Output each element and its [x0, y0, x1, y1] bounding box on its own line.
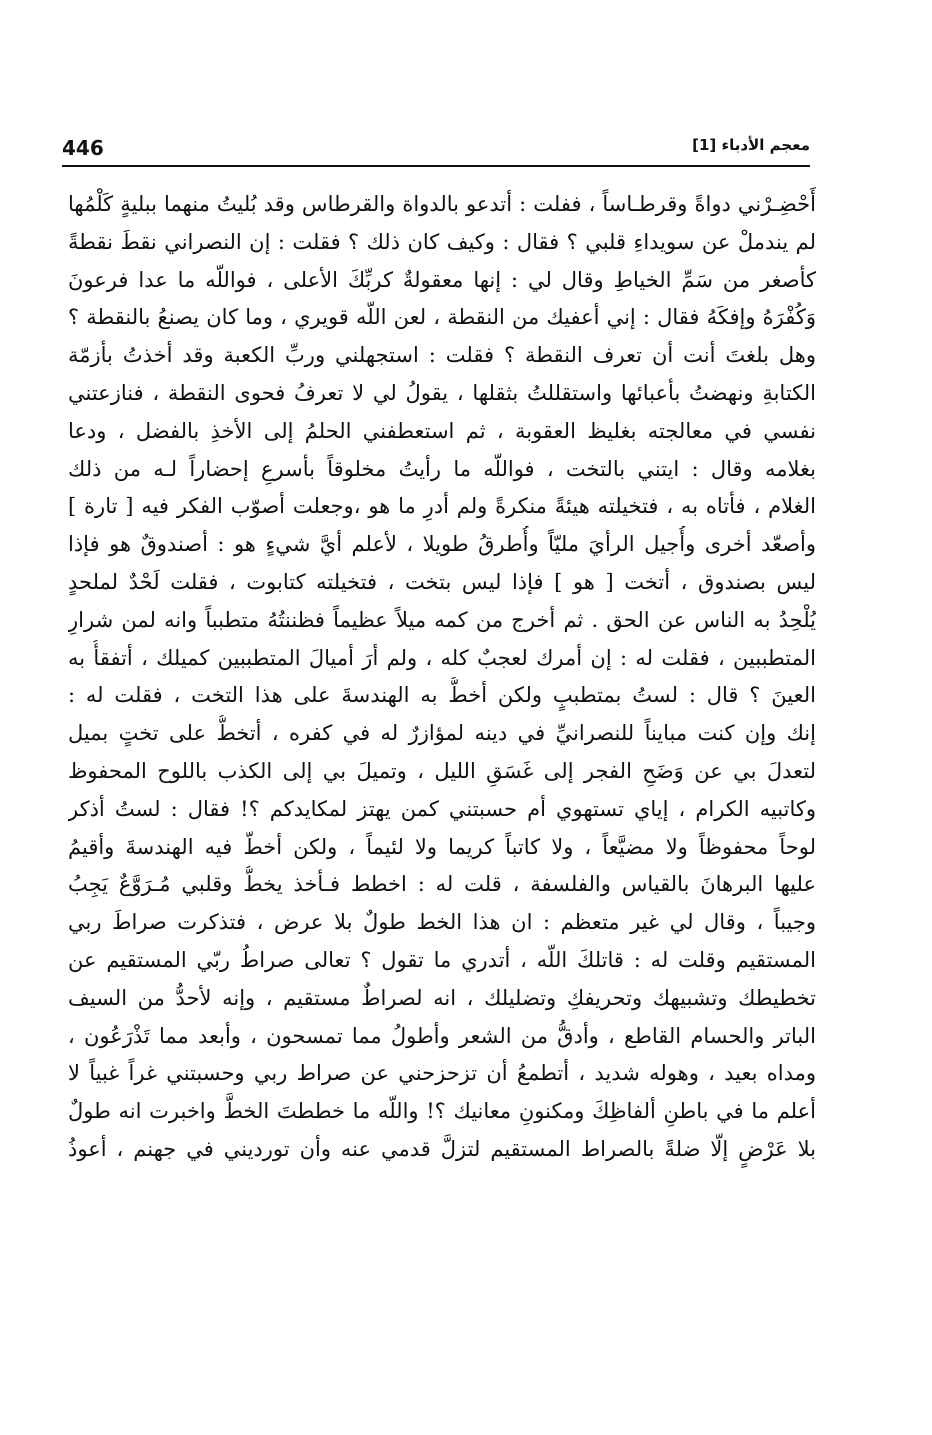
text-line: وكاتبيه الكرام ، إياي تستهوي أم حسبتني كمن يهتز لمكايدكم ؟! فقال : لستُ أذكر [68, 796, 816, 821]
text-line: وأصعّد أخرى وأُجيل الرأيَ مليّاً وأُطرقُ طويلا ، لأعلم أيَّ شيءٍ هو : أصندوقٌ هو فإذا [68, 532, 816, 557]
text-line: ليس بصندوق ، أتخت [ هو ] فإذا ليس بتخت ، فتخيلته كتابوت ، فقلت لَحْدٌ لملحدٍ [68, 569, 816, 594]
text-line: لم يندملْ عن سويداءِ قلبي ؟ فقال : وكيف كان ذلك ؟ فقلت : إن النصراني نقطَ نقطةً [68, 229, 816, 254]
text-line: المتطببين ، فقلت له : إن أمرك لعجبٌ كله ، ولم أرَ أميالَ المتطببين كميلك ، أتفقأُ به [68, 645, 816, 670]
text-line: لتعدلَ بي عن وَضَحِ الفجر إلى غَسَقِ الليل ، وتميلَ بي إلى الكذب باللوح المحفوظ [68, 758, 816, 783]
text-line: إنك وإن كنت مبايناً للنصرانيِّ في دينه لمؤازرٌ له في كفره ، أتخطُّ على تختٍ بميل [68, 721, 816, 746]
text-line: يُلْحِدُ به الناس عن الحق . ثم أخرج من كمه ميلاً عظيماً فظننتُهُ متطبباً وانه لمن شرارِ [68, 607, 816, 632]
text-line: كأصغر من سَمِّ الخياطِ وقال لي : إنها معقولةٌ كربِّكَ الأعلى ، فواللّه ما عدا فرعونَ [68, 267, 816, 292]
text-line: وهل بلغتَ أنت أن تعرف النقطة ؟ فقلت : استجهلني وربِّ الكعبة وقد أخذتُ بأزمّة [68, 343, 816, 368]
text-line: نفسي في معالجته بغليظ العقوبة ، ثم استعطفني الحلمُ إلى الأخذِ بالفضل ، ودعا [68, 418, 816, 443]
text-line: عليها البرهانَ بالقياس والفلسفة ، قلت له : اخطط فـأخذ يخطُّ وقلبي مُـرَوَّعٌ يَجِبُ [68, 872, 816, 897]
text-line: تخطيطك وتشبيهك وتحريفكِ وتضليلك ، انه لصراطٌ مستقيم ، وإنه لأحدُّ من السيف [68, 985, 816, 1010]
text-line: أَحْضِـرْني دواةً وقرطـاساً ، ففلت : أتدعو بالدواة والقرطاس وقد بُليتُ منهما ببليةٍ كَلْمُها [68, 192, 816, 216]
page-number: 446 [62, 136, 104, 160]
text-line: الغلام ، فأتاه به ، فتخيلته هيئةً منكرةً ولم أدرِ ما هو ،وجعلت أصوّب الفكر فيه [ تارة ] [68, 494, 816, 519]
text-line: وجيباً ، وقال لي غير متعظم : ان هذا الخط طولٌ بلا عرض ، فتذكرت صراطَ ربي [68, 910, 816, 935]
text-line: أعلم ما في باطنِ ألفاظِكَ ومكنونِ معانيك ؟! واللّه ما خططتَ الخطَّ واخبرت انه طولٌ [68, 1099, 816, 1124]
text-line: لوحاً محفوظاً ولا مضيَّعاً ، ولا كاتباً كريما ولا لئيماً ، ولكن أخطّ فيه الهندسةَ وأقيمُ [68, 834, 816, 859]
text-line: ومداه بعيد ، وهوله شديد ، أتطمعُ أن تزحزحني عن صراط ربي وحسبتني غراً غبياً لا [68, 1061, 816, 1086]
text-line: الباتر والحسام القاطع ، وأدقُّ من الشعر وأطولُ مما تمسحون ، وأبعد مما تَذْرَعُون ، [68, 1023, 816, 1048]
text-line: الكتابةِ ونهضتُ بأعبائها واستقللتُ بثقلها ، يقولُ لي لا تعرفُ فحوى النقطة ، فنازعتني [68, 380, 816, 405]
running-title: معجم الأدباء [1] [692, 136, 810, 154]
text-line: بلا عَرْضٍ إلّا ضلةً بالصراط المستقيم لتزلَّ قدمي عنه وأن تورديني في جهنم ، أعوذُ [68, 1136, 816, 1161]
body-text [68, 186, 816, 1169]
text-line: وَكُفْرَهُ وإفكَهُ فقال : إني أعفيك من النقطة ، لعن اللّه قويري ، وما كان يصنعُ بالنقطة ؟ [68, 305, 816, 330]
page-header [62, 136, 810, 166]
header-rule [62, 165, 810, 167]
text-line: المستقيم وقلت له : قاتلكَ اللّه ، أتدري ما تقول ؟ تعالى صراطُ ربّي المستقيم عن [68, 947, 816, 972]
text-line: العينَ ؟ قال : لستُ بمتطببٍ ولكن أخطُّ به الهندسةَ على هذا التخت ، فقلت له : [68, 683, 816, 708]
text-line: بغلامه وقال : ايتني بالتخت ، فواللّه ما رأيتُ مخلوقاً بأسرعِ إحضاراً لـه من ذلك [68, 456, 816, 481]
